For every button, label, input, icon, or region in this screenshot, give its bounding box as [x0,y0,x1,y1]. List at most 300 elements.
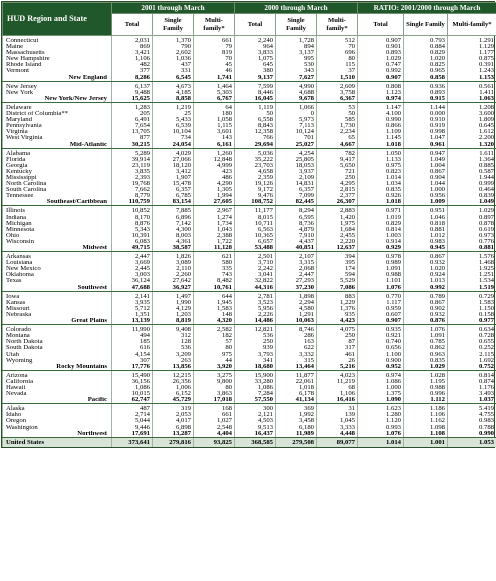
table-cell: 24,054 [153,142,194,149]
table-cell: 331 [153,68,194,74]
state-name: District of Columbia** [3,111,112,117]
col-header-total: Total [112,14,153,36]
table-cell: 6,785 [153,193,194,199]
table-cell: 0.932 [404,260,448,266]
table-cell: 2.200 [448,135,496,141]
table-cell: 10,104 [153,129,194,135]
table-cell: 0.867 [404,252,448,261]
state-name: Mississippi [3,175,112,181]
table-cell: 8,286 [112,75,153,82]
region-total-row [3,318,496,325]
table-cell: 15,478 [153,181,194,187]
table-cell: 9,678 [276,96,317,103]
table-cell: 7,284 [235,391,276,397]
table-cell: 1.623 [358,404,404,413]
table-cell: 6,558 [235,117,276,123]
table-cell: 1,119 [235,102,276,111]
table-cell: 44 [194,358,235,364]
table-cell: 2,110 [153,266,194,272]
table-cell: 11,989 [276,431,317,438]
table-cell: 317 [317,345,358,351]
table-cell: 5.419 [448,404,496,413]
table-cell: 0.945 [404,245,448,252]
col-header-total: Total [358,14,404,36]
table-cell: 661 [194,412,235,418]
table-row [3,370,496,379]
table-cell: 10,852 [112,206,153,215]
table-cell: 1.320 [448,142,496,149]
table-cell: 1.176 [448,385,496,391]
table-cell: 0.391 [448,62,496,68]
table-cell: 2,445 [112,266,153,272]
table-cell: 1,086 [112,385,153,391]
table-cell: 4,154 [112,352,153,358]
table-cell: 1.162 [404,418,448,424]
table-cell: 6,178 [276,391,317,397]
table-cell: 0.788 [448,425,496,431]
table-cell: 3,710 [235,260,276,266]
table-cell: 250 [317,333,358,339]
table-cell: 312 [153,333,194,339]
table-cell: 80 [194,385,235,391]
header-row-groups [3,3,496,14]
table-cell: 1.049 [448,199,496,206]
table-cell: 9,417 [317,157,358,163]
table-cell: 4,295 [317,181,358,187]
table-cell: 4,404 [194,431,235,438]
col-header-multi-family: Multi-family* [317,14,358,36]
table-cell: 4,290 [194,181,235,187]
table-cell: 1.086 [358,379,404,385]
table-cell: 1.129 [448,44,496,50]
table-cell: 7,662 [112,187,153,193]
table-cell: 10,391 [112,233,153,239]
table-cell: 4,503 [235,418,276,424]
table-cell: 1.028 [404,370,448,379]
table-cell: 536 [153,345,194,351]
table-cell: 1,464 [194,81,235,90]
table-cell: 721 [317,169,358,175]
table-cell: 1,994 [194,193,235,199]
table-cell: 25 [153,111,194,117]
table-cell: 0.793 [404,36,448,45]
table-cell: 15,625 [112,96,153,103]
table-cell: 1,945 [194,300,235,306]
table-cell: 27,066 [153,157,194,163]
region-total-label: Northwest [3,431,112,438]
table-cell: 11,990 [112,325,153,334]
table-cell: 3,920 [194,364,235,371]
table-cell: 3,041 [235,272,276,278]
state-name: Nebraska [3,312,112,318]
table-cell: 894 [276,44,317,50]
table-row [3,291,496,300]
table-cell: 0.973 [448,233,496,239]
state-name: North Carolina [3,181,112,187]
table-cell: 14,831 [276,181,317,187]
table-cell: 1.123 [358,90,404,96]
table-cell: 1,229 [317,300,358,306]
table-cell: 19,768 [112,181,153,187]
table-cell: 0.926 [358,193,404,199]
state-name: Massachusetts [3,50,112,56]
table-cell: 594 [317,272,358,278]
table-cell: 1.468 [448,260,496,266]
state-name: Nevada [3,391,112,397]
table-cell: 1.013 [404,278,448,284]
table-cell: 2,226 [235,312,276,318]
table-cell: 143 [194,135,235,141]
state-name: Arizona [3,370,112,379]
region-total-label: Great Plains [3,318,112,325]
table-cell: 50 [235,111,276,117]
table-cell: 1.029 [358,56,404,62]
state-name: New York [3,90,112,96]
table-cell: 2,609 [317,81,358,90]
state-name: New Hampshire [3,56,112,62]
table-cell: 2,377 [317,193,358,199]
table-cell: 263 [153,358,194,364]
table-cell: 62,747 [112,397,153,404]
table-cell: 4,448 [317,431,358,438]
table-cell: 7,910 [276,233,317,239]
table-cell: 30,215 [112,142,153,149]
table-cell: 0.947 [404,148,448,157]
table-cell: 9,408 [153,325,194,334]
region-total-label: New England [3,75,112,82]
table-cell: 0.835 [404,358,448,364]
table-cell: 2,883 [317,206,358,215]
table-cell: 1.611 [448,148,496,157]
table-cell: 368,585 [235,437,276,447]
table-cell: 1.925 [448,266,496,272]
table-cell: 4,029 [153,148,194,157]
table-cell: 1.098 [404,425,448,431]
table-cell: 3,601 [194,129,235,135]
table-cell: 1,728 [276,36,317,45]
table-cell: 2,455 [317,233,358,239]
table-cell: 13,705 [112,129,153,135]
table-cell: 1.133 [358,157,404,163]
table-cell: 2,815 [317,187,358,193]
table-cell: 1.251 [448,272,496,278]
table-cell: 4,437 [276,239,317,245]
table-cell: 0.907 [358,36,404,45]
region-total-label: Mid-Atlantic [3,142,112,149]
table-cell: 108,752 [235,199,276,206]
table-cell: 0.914 [358,239,404,245]
table-cell: 1,066 [276,102,317,111]
state-name: Alabama [3,148,112,157]
table-body [3,36,496,447]
group-header-2001: 2001 through March [112,3,235,14]
table-cell: 0.902 [404,306,448,312]
table-cell: 1.063 [448,96,496,103]
table-cell: 3,937 [276,169,317,175]
table-cell: 1.044 [404,181,448,187]
table-cell: 0.961 [404,142,448,149]
table-cell: 1,203 [153,312,194,318]
table-cell: 869 [112,44,153,50]
table-cell: 5,712 [112,306,153,312]
table-cell: 2,242 [235,266,276,272]
table-cell: 1.150 [448,306,496,312]
table-cell: 0.907 [358,75,404,82]
table-cell: 0.907 [358,318,404,325]
united-states-total-row [3,437,496,447]
table-cell: 5,433 [153,117,194,123]
table-cell: 8,779 [112,193,153,199]
table-cell: 0.158 [448,312,496,318]
table-cell: 3,758 [317,90,358,96]
table-cell: 0.901 [358,44,404,50]
table-cell: 621 [194,252,235,261]
table-cell: 10,365 [235,233,276,239]
table-cell: 696 [317,50,358,56]
table-cell: 6,898 [153,425,194,431]
state-name: Iowa [3,291,112,300]
table-cell: 1,106 [317,391,358,397]
table-cell: 205 [112,111,153,117]
table-cell: 12,821 [235,325,276,334]
table-cell: 0.965 [404,68,448,74]
table-cell: 250 [317,175,358,181]
state-name: Montana [3,333,112,339]
table-cell: 0 [276,111,317,117]
table-cell: 1,305 [194,187,235,193]
table-cell: 27,605 [194,199,235,206]
table-cell: 0.983 [404,239,448,245]
table-cell: 14,486 [235,318,276,325]
table-cell: 0.900 [358,358,404,364]
table-cell: 964 [235,44,276,50]
table-cell: 44,316 [235,285,276,292]
table-cell: 4.755 [448,412,496,418]
table-cell: 5,343 [112,227,153,233]
table-cell: 87 [317,339,358,345]
table-cell: 0.619 [448,227,496,233]
table-cell: 2,967 [194,206,235,215]
table-cell: 174 [317,266,358,272]
table-cell: 4,300 [153,227,194,233]
table-cell: 8,294 [276,206,317,215]
table-cell: 644 [194,291,235,300]
region-total-label: United States [3,437,112,447]
table-cell: 45 [194,62,235,68]
table-cell: 4,999 [194,163,235,169]
table-cell: 0.752 [448,364,496,371]
table-cell: 27,642 [153,278,194,284]
table-cell: 0.829 [404,50,448,56]
table-cell: 1,006 [153,385,194,391]
table-cell: 12,848 [194,157,235,163]
table-cell: 9,488 [112,90,153,96]
table-cell: 0.989 [358,260,404,266]
table-cell: 4,658 [235,169,276,175]
table-cell: 1.053 [448,437,496,447]
col-header-multi-family: Multi-family* [448,14,496,36]
table-cell: 8,858 [153,96,194,103]
table-cell: 883 [317,291,358,300]
table-cell: 1.000 [358,385,404,391]
table-cell: 373,641 [112,437,153,447]
table-cell: 0.884 [404,44,448,50]
table-cell: 0.990 [358,117,404,123]
table-cell: 1.112 [404,397,448,404]
table-cell: 1.090 [358,397,404,404]
table-cell: 1,734 [194,221,235,227]
group-header-2000: 2000 through March [235,3,358,14]
table-cell: 307 [112,358,153,364]
table-cell: 180 [194,111,235,117]
table-cell: 89,077 [317,437,358,447]
table-cell: 46 [194,68,235,74]
state-name: Colorado [3,325,112,334]
table-cell: 0.770 [358,291,404,300]
table-cell: 1.291 [448,36,496,45]
table-cell: 0.992 [358,68,404,74]
table-cell: 9,137 [235,75,276,82]
table-cell: 616 [112,345,153,351]
table-cell: 622 [276,345,317,351]
table-cell: 9,446 [112,425,153,431]
table-cell: 80 [317,56,358,62]
table-cell: 1.109 [358,129,404,135]
table-cell: 0.993 [358,425,404,431]
table-cell: 2,388 [194,233,235,239]
table-cell: 3,275 [194,370,235,379]
table-cell: 1.534 [448,278,496,284]
table-cell: 6,767 [194,96,235,103]
table-cell: 1.144 [404,102,448,111]
table-cell: 4,129 [153,306,194,312]
table-cell: 8,003 [153,233,194,239]
table-cell: 1.692 [448,358,496,364]
region-total-row [3,285,496,292]
table-cell: 0.893 [404,90,448,96]
region-total-row [3,364,496,371]
table-cell: 1.047 [404,135,448,141]
table-cell: 1.014 [358,175,404,181]
table-cell: 1.009 [404,199,448,206]
table-cell: 5,036 [235,148,276,157]
table-cell: 6,896 [153,215,194,221]
table-cell: 580 [194,260,235,266]
region-total-row [3,431,496,438]
table-cell: 2,121 [235,412,276,418]
table-cell: 40,851 [276,245,317,252]
table-cell: 3,421 [112,50,153,56]
table-cell: 1,898 [276,291,317,300]
table-cell: 1.375 [358,391,404,397]
table-cell: 1,684 [317,227,358,233]
table-cell: 1,420 [317,215,358,221]
table-cell: 1,106 [112,56,153,62]
table-cell: 0.929 [358,245,404,252]
table-cell: 10,711 [235,221,276,227]
table-cell: 8,819 [153,318,194,325]
table-cell: 1,376 [317,306,358,312]
table-cell: 2,602 [153,50,194,56]
table-cell: 39,914 [112,157,153,163]
table-cell: 3,669 [112,260,153,266]
table-cell: 7,142 [153,221,194,227]
table-cell: 0.975 [358,163,404,169]
table-cell: 6,152 [153,391,194,397]
table-cell: 4,361 [153,239,194,245]
table-cell: 0.952 [358,364,404,371]
table-cell: 530 [276,62,317,68]
table-cell: 461 [317,352,358,358]
table-cell: 5,650 [317,163,358,169]
table-cell: 1,583 [194,306,235,312]
table-cell: 6,657 [235,239,276,245]
table-cell: 82,445 [276,199,317,206]
table-cell: 0.776 [448,239,496,245]
table-cell: 6,180 [276,425,317,431]
table-cell: 0.814 [448,370,496,379]
table-cell: 168 [194,404,235,413]
table-cell: 8,170 [112,215,153,221]
table-cell: 0.000 [404,111,448,117]
table-cell: 4,673 [153,81,194,90]
table-cell: 437 [153,62,194,68]
table-cell: 286 [276,333,317,339]
table-cell: 4,688 [276,90,317,96]
table-cell: 6,491 [112,117,153,123]
table-cell: 1,291 [276,312,317,318]
table-cell: 2,068 [276,266,317,272]
hud-region-table-container [1,1,495,448]
state-name: Rhode Island [3,62,112,68]
state-name: Ohio [3,233,112,239]
table-cell: 0.740 [358,339,404,345]
table-cell: 8,843 [235,123,276,129]
table-cell: 701 [276,135,317,141]
table-cell: 38,587 [153,245,194,252]
table-cell: 394 [317,252,358,261]
table-cell: 1.809 [448,117,496,123]
region-total-row [3,96,496,103]
table-cell: 975 [194,352,235,358]
table-cell: 3,835 [112,169,153,175]
table-cell: 0.988 [404,385,448,391]
table-cell: 1.583 [448,300,496,306]
table-cell: 6,595 [276,215,317,221]
table-cell: 0.814 [358,227,404,233]
table-cell: 2.115 [448,352,496,358]
table-cell: 83,154 [153,199,194,206]
state-name: South Carolina [3,187,112,193]
table-cell: 0.835 [358,187,404,193]
table-cell: 300 [235,404,276,413]
table-cell: 1.020 [404,56,448,62]
table-cell: 2,031 [112,36,153,45]
table-cell: 53,488 [235,245,276,252]
table-cell: 19,126 [235,181,276,187]
table-cell: 2,714 [112,412,153,418]
table-cell: 1.177 [448,50,496,56]
table-cell: 4,580 [276,306,317,312]
table-cell: 10,063 [276,318,317,325]
table-cell: 7,113 [276,123,317,129]
table-cell: 1.091 [404,333,448,339]
table-cell: 1.147 [358,102,404,111]
table-cell: 148 [194,312,235,318]
table-cell: 2,294 [276,300,317,306]
table-cell: 2,359 [235,175,276,181]
state-name: Hawaii [3,385,112,391]
